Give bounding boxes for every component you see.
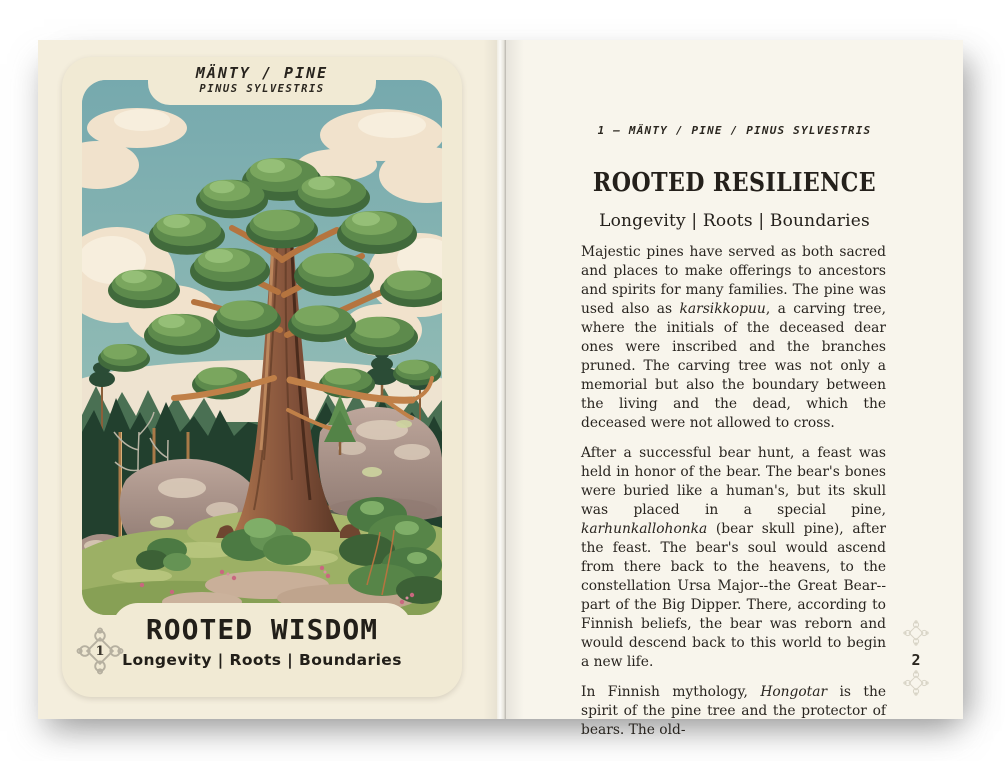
- body-paragraph: Majestic pines have served as both sacred and places to make offerings to ancestors and spirits for many families. The pine was used also as karsikkopuu, a carving tree, where the initials of the deceased dear ones were inscribed and the branches pruned. The carving tree was not only a memorial but also the boundary between the living and the dead, which the deceased were not allowed to cross.: [581, 244, 886, 431]
- knot-ornament-icon: [903, 670, 929, 696]
- page-number: 2: [911, 651, 921, 669]
- card-latin-name: PINUS SYLVESTRIS: [199, 83, 325, 95]
- card-title: MÄNTY / PINE: [195, 64, 329, 82]
- section-title: ROOTED RESILIENCE: [592, 168, 877, 198]
- card-name: ROOTED WISDOM: [145, 613, 379, 646]
- running-header: 1 — MÄNTY / PINE / PINUS SYLVESTRIS: [597, 124, 872, 137]
- tarot-card: [62, 57, 462, 697]
- page-number-block: [898, 620, 934, 700]
- pine-tree-illustration: [82, 80, 442, 615]
- left-page: [38, 40, 497, 719]
- section-keywords: Longevity | Roots | Boundaries: [599, 211, 870, 231]
- card-header-tab: [148, 57, 376, 105]
- body-paragraph: After a successful bear hunt, a feast was held in honor of the bear. The bear's bones were buried like a human's, but its skull was placed in a special pine, karhunkallohonka (bear skull pine), after the feast. The bear's soul would ascend from there back to the heavens, to the constellation Ursa Major--the Great Bear--part of the Big Dipper. There, according to Finnish beliefs, the bear was reborn and would descend back to this world to begin a new life.: [581, 445, 886, 670]
- card-keywords: Longevity | Roots | Boundaries: [122, 651, 402, 669]
- book-spine-gutter: [497, 40, 506, 719]
- card-number-emblem: [76, 627, 124, 675]
- body-text: [581, 243, 886, 751]
- book-spread: [38, 40, 963, 738]
- body-paragraph: In Finnish mythology, Hongotar is the spirit of the pine tree and the protector of bears. The old-: [581, 684, 887, 738]
- card-number: 1: [95, 643, 105, 659]
- card-footer-panel: [112, 603, 412, 697]
- knot-ornament-icon: [903, 620, 929, 646]
- right-page: [506, 40, 963, 738]
